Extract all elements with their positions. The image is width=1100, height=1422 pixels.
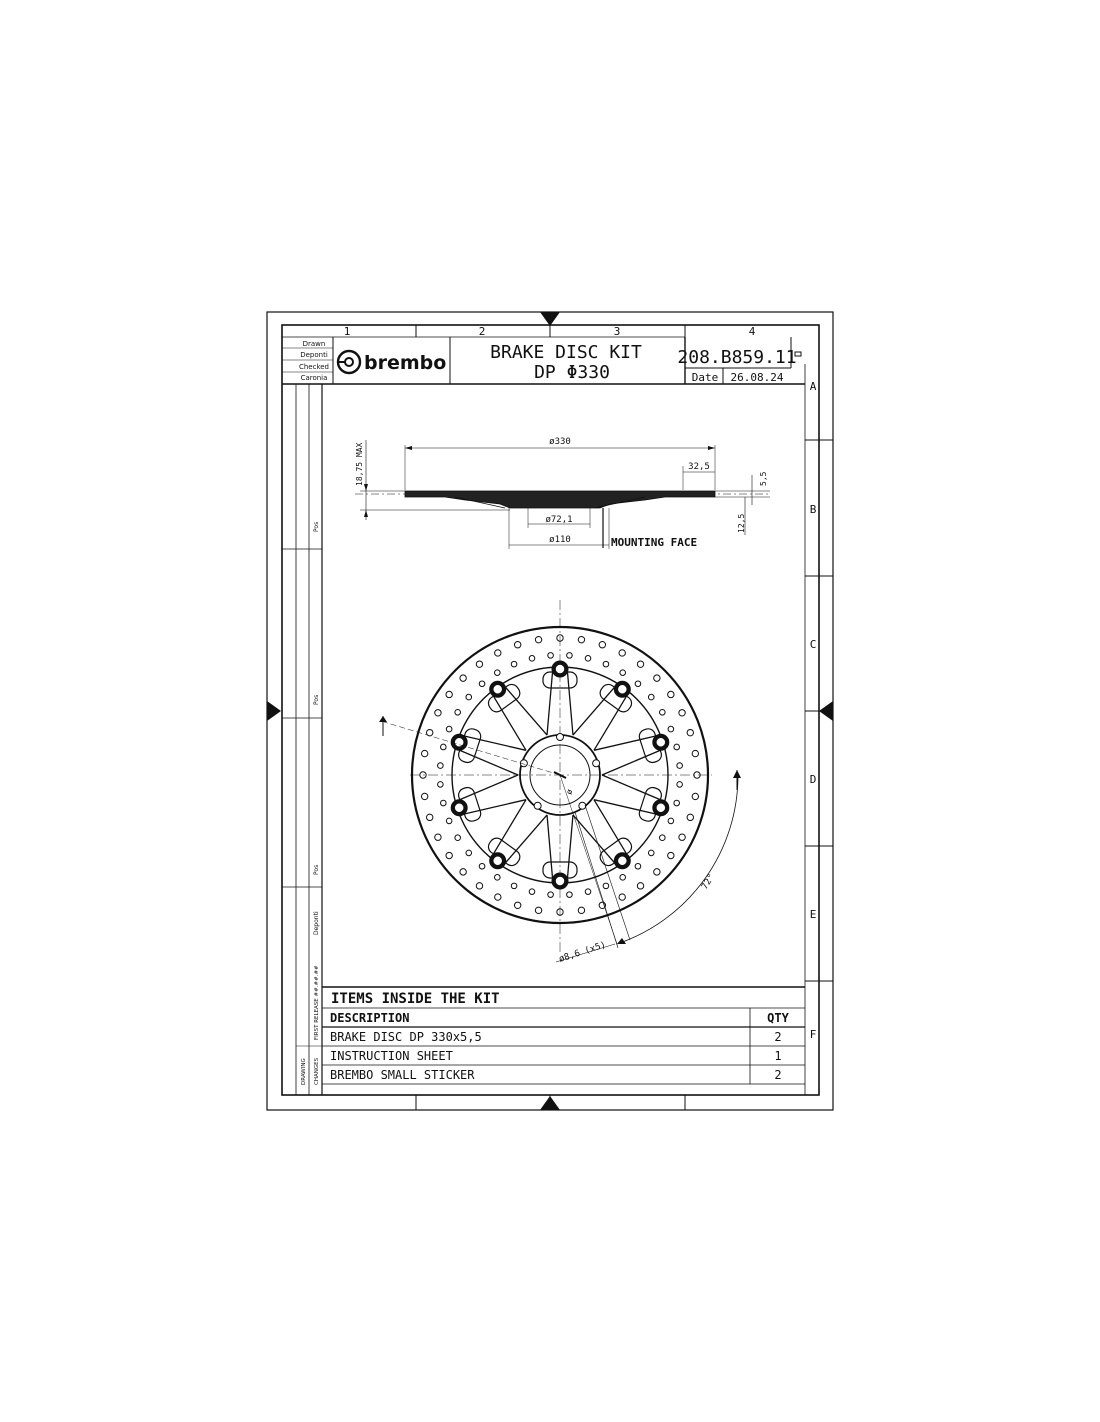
table-row-qty: 2 — [774, 1068, 782, 1082]
role-drawer-name: Deponti — [300, 351, 328, 359]
drill-hole — [668, 726, 674, 732]
drill-hole — [455, 835, 461, 841]
drill-hole — [674, 800, 680, 806]
strip-drawing-label: DRAWING — [301, 1058, 307, 1085]
dim-band-width: 32,5 — [688, 462, 710, 472]
floating-button-bore — [657, 738, 665, 746]
zone-row-f: F — [809, 1028, 817, 1041]
zone-col-2: 2 — [478, 325, 486, 338]
top-center-arrow — [540, 312, 560, 326]
drill-hole — [578, 636, 584, 642]
zone-col-3: 3 — [613, 325, 621, 338]
strip-pos-1: Pos — [313, 521, 320, 532]
drill-hole — [511, 661, 517, 667]
drill-hole — [660, 835, 666, 841]
drill-hole — [535, 636, 541, 642]
carrier-spoke — [463, 800, 526, 815]
table-row-description: INSTRUCTION SHEET — [330, 1049, 453, 1063]
disc-side-view — [355, 437, 770, 549]
table-row-description: BREMBO SMALL STICKER — [330, 1068, 475, 1082]
mounting-hole — [593, 760, 600, 767]
drill-hole — [567, 892, 573, 898]
drill-hole — [677, 782, 683, 788]
drill-hole — [446, 818, 452, 824]
floating-button-bore — [455, 738, 463, 746]
brand-wordmark: brembo — [364, 352, 447, 374]
mounting-hole — [579, 802, 586, 809]
drill-hole — [460, 869, 466, 875]
drill-hole — [603, 661, 609, 667]
drill-hole — [603, 883, 609, 889]
drill-hole — [654, 675, 660, 681]
drill-hole — [466, 694, 472, 700]
carrier-spoke — [594, 800, 657, 815]
carrier-spoke — [567, 815, 573, 880]
drill-hole — [495, 670, 501, 676]
zone-row-d: D — [809, 773, 817, 786]
drill-hole — [620, 875, 626, 881]
drill-hole — [441, 800, 447, 806]
drill-hole — [514, 902, 520, 908]
kit-table-header-qty: QTY — [767, 1011, 789, 1025]
drill-hole — [677, 763, 683, 769]
table-row-description: BRAKE DISC DP 330x5,5 — [330, 1030, 482, 1044]
kit-table-header-description: DESCRIPTION — [330, 1011, 410, 1025]
role-checker-name: Caronia — [300, 374, 328, 382]
drill-hole — [479, 681, 485, 687]
dim-bore: ø72,1 — [545, 515, 573, 525]
date-value: 26.08.24 — [730, 371, 784, 384]
drill-hole — [668, 691, 674, 697]
strip-changes-label: CHANGES — [314, 1057, 320, 1085]
bottom-center-arrow — [540, 1096, 560, 1110]
title-block — [282, 337, 805, 384]
drill-hole — [679, 710, 685, 716]
drill-hole — [687, 814, 693, 820]
drill-hole — [455, 710, 461, 716]
carrier-spoke — [573, 815, 616, 864]
floating-button-bore — [494, 685, 502, 693]
table-row-qty: 1 — [774, 1049, 782, 1063]
mounting-face-label: MOUNTING FACE — [611, 536, 698, 549]
drill-hole — [668, 852, 674, 858]
drawing-title-line1: BRAKE DISC KIT — [490, 342, 642, 363]
drill-hole — [648, 850, 654, 856]
table-row — [330, 1068, 782, 1082]
brembo-logo — [338, 351, 446, 374]
drill-hole — [427, 814, 433, 820]
drill-hole — [654, 869, 660, 875]
drill-hole — [495, 894, 501, 900]
floating-button-bore — [556, 665, 564, 673]
dim-offset: 12,5 — [737, 513, 746, 533]
floating-button-bore — [455, 804, 463, 812]
zone-col-1: 1 — [343, 325, 351, 338]
role-checked: Checked — [298, 363, 330, 371]
drill-hole — [446, 726, 452, 732]
strip-pos-3: Pos — [313, 864, 320, 875]
mounting-hole — [534, 802, 541, 809]
carrier-spoke — [594, 736, 657, 751]
drill-hole — [637, 661, 643, 667]
drill-hole — [446, 691, 452, 697]
zone-row-e: E — [809, 908, 817, 921]
drill-hole — [567, 653, 573, 659]
drill-hole — [466, 850, 472, 856]
angle-label: 72° — [700, 872, 718, 892]
zone-row-c: C — [809, 638, 817, 651]
drill-hole — [648, 694, 654, 700]
drill-hole — [679, 834, 685, 840]
carrier-spoke — [463, 736, 526, 751]
drill-hole — [637, 883, 643, 889]
drill-hole — [435, 834, 441, 840]
carrier-spoke — [594, 695, 628, 751]
kit-table — [322, 987, 805, 1084]
dim-height-max: 18,75 MAX — [355, 442, 364, 486]
date-label: Date — [691, 371, 719, 384]
drill-hole — [421, 793, 427, 799]
drill-hole — [620, 670, 626, 676]
dim-thickness: 5,5 — [759, 471, 768, 486]
drill-hole — [578, 907, 584, 913]
drill-hole — [421, 750, 427, 756]
zone-col-4: 4 — [748, 325, 756, 338]
kit-table-title: ITEMS INSIDE THE KIT — [331, 991, 500, 1007]
floating-button-bore — [494, 857, 502, 865]
strip-author: Deponti — [313, 911, 320, 935]
zone-row-b: B — [809, 503, 817, 516]
strip-first-release: FIRST RELEASE ##.##.## — [314, 965, 320, 1040]
drill-hole — [511, 883, 517, 889]
carrier-spoke — [573, 686, 616, 735]
drawing-title-line2: DP Φ330 — [534, 362, 610, 383]
disc-front-view — [379, 600, 741, 965]
dim-outer-diameter: ø330 — [549, 437, 571, 447]
drill-hole — [585, 889, 591, 895]
drill-hole — [476, 883, 482, 889]
left-center-arrow — [267, 701, 281, 721]
drill-hole — [495, 875, 501, 881]
carrier-spoke — [504, 815, 547, 864]
drill-hole — [446, 852, 452, 858]
drill-hole — [441, 744, 447, 750]
floating-button-bore — [556, 877, 564, 885]
table-row — [330, 1030, 782, 1044]
drill-hole — [599, 642, 605, 648]
right-center-arrow — [819, 701, 833, 721]
drill-hole — [635, 863, 641, 869]
zone-labels — [344, 325, 817, 1041]
table-row-qty: 2 — [774, 1030, 782, 1044]
drill-hole — [435, 710, 441, 716]
drill-hole — [514, 642, 520, 648]
carrier-spoke — [493, 695, 527, 751]
carrier-spoke — [504, 686, 547, 735]
drill-hole — [585, 656, 591, 662]
drill-hole — [548, 892, 554, 898]
part-number: 208.B859.11 — [677, 347, 797, 368]
drill-hole — [438, 763, 444, 769]
drill-hole — [619, 650, 625, 656]
carrier-spoke — [567, 670, 573, 735]
strip-pos-2: Pos — [313, 694, 320, 705]
drill-hole — [535, 907, 541, 913]
drill-hole — [548, 653, 554, 659]
mounting-hole — [557, 734, 564, 741]
drill-hole — [668, 818, 674, 824]
table-row — [330, 1049, 782, 1063]
drill-hole — [476, 661, 482, 667]
drill-hole — [438, 782, 444, 788]
drill-hole — [660, 710, 666, 716]
drill-hole — [687, 729, 693, 735]
drill-hole — [619, 894, 625, 900]
hole-count-label: ø8,6 (x5) — [557, 940, 608, 965]
drill-hole — [460, 675, 466, 681]
drill-hole — [635, 681, 641, 687]
zone-row-a: A — [809, 380, 817, 393]
carrier-spoke — [493, 800, 527, 856]
drill-hole — [692, 793, 698, 799]
carrier-spoke — [547, 815, 553, 880]
revision-strip — [282, 384, 322, 1095]
carrier-spoke — [547, 670, 553, 735]
drill-hole — [529, 889, 535, 895]
drill-hole — [692, 750, 698, 756]
drill-hole — [674, 744, 680, 750]
drill-hole — [479, 863, 485, 869]
dim-bolt-circle: ø110 — [549, 535, 571, 545]
drill-hole — [495, 650, 501, 656]
floating-button-bore — [618, 857, 626, 865]
drill-hole — [529, 656, 535, 662]
center-diameter-label: ø — [564, 788, 575, 796]
floating-button-bore — [618, 685, 626, 693]
floating-button-bore — [657, 804, 665, 812]
role-drawn: Drawn — [302, 340, 326, 348]
